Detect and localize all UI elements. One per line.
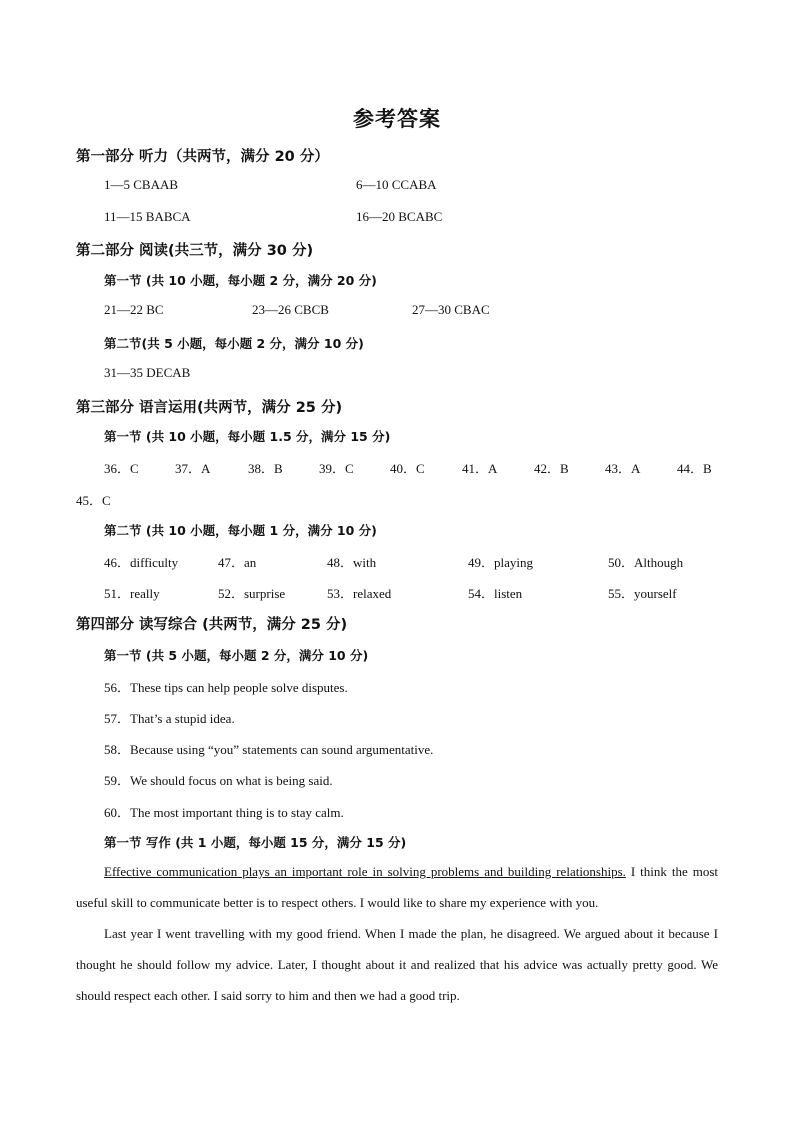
answer-39: 39．C — [319, 461, 354, 476]
answer-58: 58．Because using “you” statements can sound argumentative. — [104, 742, 434, 757]
answer-41: 41．A — [462, 461, 498, 476]
answer-56: 56．These tips can help people solve disputes. — [104, 680, 348, 695]
answer-21-22: 21—22 BC — [104, 302, 164, 317]
answer-38: 38．B — [248, 461, 283, 476]
answer-27-30: 27—30 CBAC — [412, 302, 490, 317]
answer-37: 37．A — [175, 461, 211, 476]
answer-48: 48．with — [327, 555, 377, 570]
answer-44: 44．B — [677, 461, 712, 476]
answer-55: 55．yourself — [608, 586, 677, 601]
part2-sec2-heading: 第二节(共 5 小题，每小题 2 分，满分 10 分) — [104, 336, 364, 351]
answer-31-35: 31—35 DECAB — [104, 365, 191, 380]
answer-45: 45．C — [76, 493, 111, 508]
answer-47: 47．an — [218, 555, 257, 570]
part4-heading: 第四部分 读写综合 (共两节，满分 25 分) — [76, 617, 348, 633]
answer-6-10: 6—10 CCABA — [356, 177, 437, 192]
part4-sec2-heading: 第一节 写作 (共 1 小题，每小题 15 分，满分 15 分) — [104, 835, 407, 850]
part2-heading: 第二部分 阅读(共三节，满分 30 分) — [76, 243, 314, 259]
answer-23-26: 23—26 CBCB — [252, 302, 329, 317]
answer-49: 49．playing — [468, 555, 533, 570]
answer-43: 43．A — [605, 461, 641, 476]
part3-sec1-heading: 第一节 (共 10 小题，每小题 1.5 分，满分 15 分) — [104, 429, 391, 444]
essay-paragraph-1-rest: I think the most useful skill to communicate better is to respect others. I would like to share my experience with you. — [76, 864, 718, 910]
essay-paragraph-2: Last year I went travelling with my good friend. When I made the plan, he disagreed. We argued about it because I thought he should follow my advice. Later, I thought about it and realized that his advice was actually pretty good. We should respect each other. I said sorry to him and then we had a good trip. — [76, 926, 718, 1003]
part3-sec2-heading: 第二节 (共 10 小题，每小题 1 分，满分 10 分) — [104, 523, 377, 538]
answer-36: 36．C — [104, 461, 139, 476]
answer-60: 60．The most important thing is to stay calm. — [104, 805, 344, 820]
answer-40: 40．C — [390, 461, 425, 476]
answer-1-5: 1—5 CBAAB — [104, 177, 179, 192]
answer-52: 52．surprise — [218, 586, 286, 601]
part4-sec1-heading: 第一节 (共 5 小题，每小题 2 分，满分 10 分) — [104, 648, 369, 663]
essay-paragraph-1 — [76, 856, 718, 918]
answer-57: 57．That’s a stupid idea. — [104, 711, 235, 726]
answer-53: 53．relaxed — [327, 586, 392, 601]
answer-50: 50．Although — [608, 555, 684, 570]
answer-16-20: 16—20 BCABC — [356, 209, 443, 224]
page-title: 参考答案 — [353, 107, 441, 131]
essay-topic-sentence: Effective communication plays an important role in solving problems and building relationships. — [104, 864, 626, 879]
part3-heading: 第三部分 语言运用(共两节，满分 25 分) — [76, 400, 343, 416]
part1-heading: 第一部分 听力（共两节，满分 20 分） — [76, 149, 329, 165]
answer-11-15: 11—15 BABCA — [104, 209, 191, 224]
answer-59: 59．We should focus on what is being said. — [104, 773, 333, 788]
answer-51: 51．really — [104, 586, 160, 601]
answer-42: 42．B — [534, 461, 569, 476]
part2-sec1-heading: 第一节 (共 10 小题，每小题 2 分，满分 20 分) — [104, 273, 377, 288]
answer-54: 54．listen — [468, 586, 523, 601]
answer-46: 46．difficulty — [104, 555, 179, 570]
